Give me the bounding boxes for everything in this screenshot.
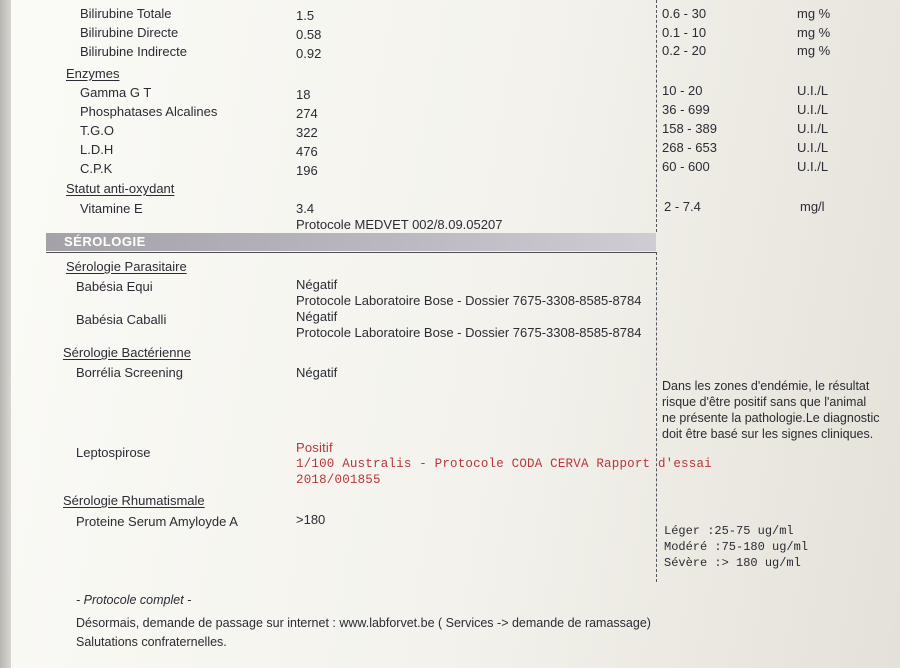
babesia-caballi-protocol: Protocole Laboratoire Bose - Dossier 7675-3308-8585-8784: [296, 325, 642, 340]
gamma-gt-value: 18: [296, 87, 311, 102]
tgo-unit: U.I./L: [797, 121, 829, 136]
borrelia-note-line-3: ne présente la pathologie.Le diagnostic: [662, 411, 880, 425]
babesia-caballi-result: Négatif: [296, 309, 338, 324]
salutations-line: Salutations confraternelles.: [76, 635, 227, 649]
ldh-value: 476: [296, 144, 318, 159]
phosphatases-alcalines-value: 274: [296, 106, 318, 121]
protocole-complet-note: - Protocole complet -: [76, 593, 192, 607]
gamma-gt-label: Gamma G T: [80, 85, 152, 100]
serologie-rhumatismale-heading: Sérologie Rhumatismale: [63, 493, 205, 508]
serologie-divider: [46, 252, 656, 253]
babesia-equi-protocol: Protocole Laboratoire Bose - Dossier 7675-3308-8585-8784: [296, 293, 642, 308]
tgo-range: 158 - 389: [662, 121, 717, 136]
borrelia-note-line-1: Dans les zones d'endémie, le résultat: [662, 379, 870, 393]
serologie-section-title: SÉROLOGIE: [64, 234, 146, 249]
ldh-unit: U.I./L: [797, 140, 829, 155]
ldh-range: 268 - 653: [662, 140, 717, 155]
vitamine-e-unit: mg/l: [800, 199, 825, 214]
ldh-label: L.D.H: [80, 142, 114, 157]
bilirubine-directe-value: 0.58: [296, 27, 322, 42]
bilirubine-directe-label: Bilirubine Directe: [80, 25, 179, 40]
bilirubine-totale-range: 0.6 - 30: [662, 6, 707, 21]
bilirubine-directe-range: 0.1 - 10: [662, 25, 707, 40]
internet-request-line: Désormais, demande de passage sur internet : www.labforvet.be ( Services -> demande de ramassage): [76, 616, 651, 630]
borrelia-screening-result: Négatif: [296, 365, 338, 380]
borrelia-screening-label: Borrélia Screening: [76, 365, 183, 380]
borrelia-note-line-2: risque d'être positif sans que l'animal: [662, 395, 867, 409]
serologie-section-bar: [46, 233, 656, 251]
vitamine-e-range: 2 - 7.4: [664, 199, 701, 214]
gamma-gt-unit: U.I./L: [797, 83, 829, 98]
saa-label: Proteine Serum Amyloyde A: [76, 514, 238, 529]
leptospirose-label: Leptospirose: [76, 445, 151, 460]
enzymes-heading: Enzymes: [66, 66, 120, 81]
saa-legend-modere: Modéré :75-180 ug/ml: [664, 540, 809, 554]
bilirubine-indirecte-range: 0.2 - 20: [662, 43, 707, 58]
bilirubine-directe-unit: mg %: [797, 25, 831, 40]
gamma-gt-range: 10 - 20: [662, 83, 703, 98]
serologie-parasitaire-heading: Sérologie Parasitaire: [66, 259, 187, 274]
bilirubine-indirecte-value: 0.92: [296, 46, 322, 61]
leptospirose-detail: 1/100 Australis - Protocole CODA CERVA Rapport d'essai: [296, 457, 712, 471]
phosphatases-alcalines-label: Phosphatases Alcalines: [80, 104, 218, 119]
phosphatases-alcalines-range: 36 - 699: [662, 102, 710, 117]
bilirubine-totale-label: Bilirubine Totale: [80, 6, 172, 21]
bilirubine-indirecte-label: Bilirubine Indirecte: [80, 44, 187, 59]
tgo-label: T.G.O: [80, 123, 114, 138]
tgo-value: 322: [296, 125, 318, 140]
saa-legend-leger: Léger :25-75 ug/ml: [664, 524, 794, 538]
cpk-unit: U.I./L: [797, 159, 829, 174]
cpk-label: C.P.K: [80, 161, 113, 176]
saa-legend-severe: Sévère :> 180 ug/ml: [664, 556, 801, 570]
bilirubine-indirecte-unit: mg %: [797, 43, 831, 58]
babesia-caballi-label: Babésia Caballi: [76, 312, 167, 327]
antioxidant-heading: Statut anti-oxydant: [66, 181, 175, 196]
babesia-equi-result: Négatif: [296, 277, 338, 292]
vitamine-e-value: 3.4: [296, 201, 315, 216]
bilirubine-totale-value: 1.5: [296, 8, 315, 23]
column-divider-left: [656, 0, 657, 232]
borrelia-note-line-4: doit être basé sur les signes cliniques.: [662, 427, 874, 441]
vitamine-e-label: Vitamine E: [80, 201, 143, 216]
babesia-equi-label: Babésia Equi: [76, 279, 153, 294]
saa-value: >180: [296, 512, 326, 527]
phosphatases-alcalines-unit: U.I./L: [797, 102, 829, 117]
leptospirose-report-number: 2018/001855: [296, 473, 381, 487]
cpk-range: 60 - 600: [662, 159, 710, 174]
vitamine-e-protocol: Protocole MEDVET 002/8.09.05207: [296, 217, 503, 232]
serologie-bacterienne-heading: Sérologie Bactérienne: [63, 345, 191, 360]
bilirubine-totale-unit: mg %: [797, 6, 831, 21]
column-divider-right: [656, 252, 657, 582]
leptospirose-result: Positif: [296, 440, 333, 455]
cpk-value: 196: [296, 163, 318, 178]
